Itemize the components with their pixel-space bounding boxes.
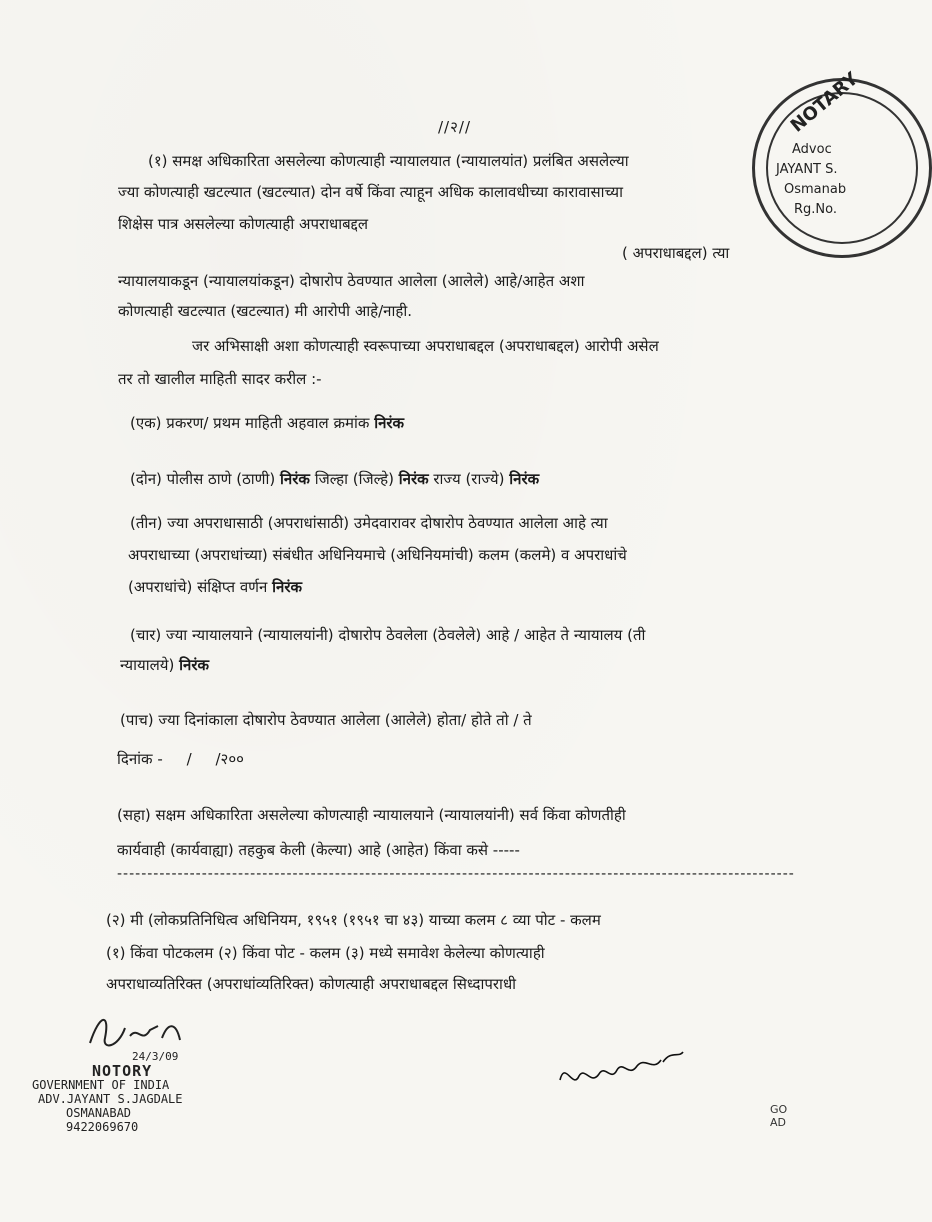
item-don	[130, 464, 539, 495]
para1-line5: कोणत्याही खटल्यात (खटल्यात) मी आरोपी आहे/नाही.	[118, 302, 413, 320]
item-teen-value: निरंक	[272, 578, 302, 596]
page-number: //२//	[438, 118, 472, 136]
notary-phone: 9422069670	[66, 1120, 139, 1134]
seal-line1: Advoc	[792, 142, 832, 157]
partial-stamp-mark	[770, 1103, 787, 1129]
para2-line1: जर अभिसाक्षी अशा कोणत्याही स्वरूपाच्या अपराधाबद्दल (अपराधाबद्दल) आरोपी असेल	[192, 337, 659, 355]
item-don-value-b: निरंक	[398, 470, 429, 488]
para1-line1: (१) समक्ष अधिकारिता असलेल्या कोणत्याही न्यायालयात (न्यायालयांत) प्रलंबित असलेल्या	[148, 152, 629, 170]
item-saha-line1: (सहा) सक्षम अधिकारिता असलेल्या कोणत्याही न्यायालयाने (न्यायालयांनी) सर्व किंवा कोणतीही	[117, 806, 626, 824]
para1-line3b: ( अपराधाबद्दल) त्या	[622, 244, 730, 262]
item-don-label-b: जिल्हा (जिल्हे)	[314, 470, 394, 488]
notary-city: OSMANABAD	[66, 1106, 132, 1120]
item-teen-label: (अपराधांचे) संक्षिप्त वर्णन	[128, 578, 268, 596]
item-don-label-c: राज्य (राज्ये)	[433, 470, 505, 488]
item-char-line2	[120, 650, 209, 681]
seal-arc-text: NOTARY	[786, 68, 863, 137]
item-ek	[130, 408, 404, 439]
para1-line2: ज्या कोणत्याही खटल्यात (खटल्यात) दोन वर्षे किंवा त्याहून अधिक कालावधीच्या कारावासाच्या	[118, 183, 623, 201]
para3-line1: (२) मी (लोकप्रतिनिधित्व अधिनियम, १९५१ (१९५१ चा ४३) याच्या कलम ८ व्या पोट - कलम	[106, 911, 601, 929]
notary-date: 24/3/09	[132, 1050, 179, 1063]
para1-line3a: शिक्षेस पात्र असलेल्या कोणत्याही अपराधाबद्दल	[118, 215, 369, 233]
item-teen-line3	[128, 572, 302, 603]
para3-line3: अपराधाव्यतिरिक्त (अपराधांव्यतिरिक्त) कोणत्याही अपराधाबद्दल सिध्दापराधी	[106, 975, 517, 993]
notary-gov: GOVERNMENT OF INDIA	[32, 1078, 170, 1092]
item-ek-value: निरंक	[374, 414, 405, 432]
notary-stamp	[32, 1050, 183, 1134]
partial-stamp-line2: AD	[770, 1116, 786, 1129]
item-char-line1: (चार) ज्या न्यायालयाने (न्यायालयांनी) दोषारोप ठेवलेला (ठेवलेले) आहे / आहेत ते न्यायालय (ती	[130, 626, 646, 644]
item-teen-line2: अपराधाच्या (अपराधांच्या) संबंधीत अधिनियमाचे (अधिनियमांची) कलम (कलमे) व अपराधांचे	[128, 546, 627, 564]
item-don-value-a: निरंक	[280, 470, 310, 488]
deponent-signature	[555, 1040, 695, 1100]
item-don-label-a: (दोन) पोलीस ठाणे (ठाणी)	[130, 470, 276, 488]
para2-line2: तर तो खालील माहिती सादर करील :-	[118, 370, 322, 388]
partial-stamp-line1: GO	[770, 1103, 788, 1116]
seal-line4: Rg.No.	[794, 202, 837, 217]
item-pach: (पाच) ज्या दिनांकाला दोषारोप ठेवण्यात आलेला (आलेले) होता/ होते तो / ते	[120, 711, 532, 729]
item-char-label: न्यायालये)	[120, 656, 175, 674]
item-saha-line2: कार्यवाही (कार्यवाह्या) तहकुब केली (केल्या) आहे (आहेत) किंवा कसे -----	[117, 841, 520, 859]
para1-line4: न्यायालयाकडून (न्यायालयांकडून) दोषारोप ठेवण्यात आलेला (आलेले) आहे/आहेत अशा	[118, 272, 585, 290]
seal-line3: Osmanab	[784, 182, 847, 197]
item-ek-label: (एक) प्रकरण/ प्रथम माहिती अहवाल क्रमांक	[130, 414, 370, 432]
item-teen-line1: (तीन) ज्या अपराधासाठी (अपराधांसाठी) उमेदवारावर दोषारोप ठेवण्यात आलेला आहे त्या	[130, 514, 608, 532]
notary-name: ADV.JAYANT S.JAGDALE	[38, 1092, 183, 1106]
notary-title: NOTORY	[92, 1062, 153, 1080]
para3-line2: (१) किंवा पोटकलम (२) किंवा पोट - कलम (३) मध्ये समावेश केलेल्या कोणत्याही	[106, 944, 545, 962]
seal-line2: JAYANT S.	[776, 162, 838, 177]
date-label: दिनांक - / /२००	[117, 750, 244, 768]
item-char-value: निरंक	[179, 656, 209, 674]
dash-line: ----------------------------------------------------------------------------------------------------------------	[117, 866, 795, 882]
item-don-value-c: निरंक	[509, 470, 540, 488]
